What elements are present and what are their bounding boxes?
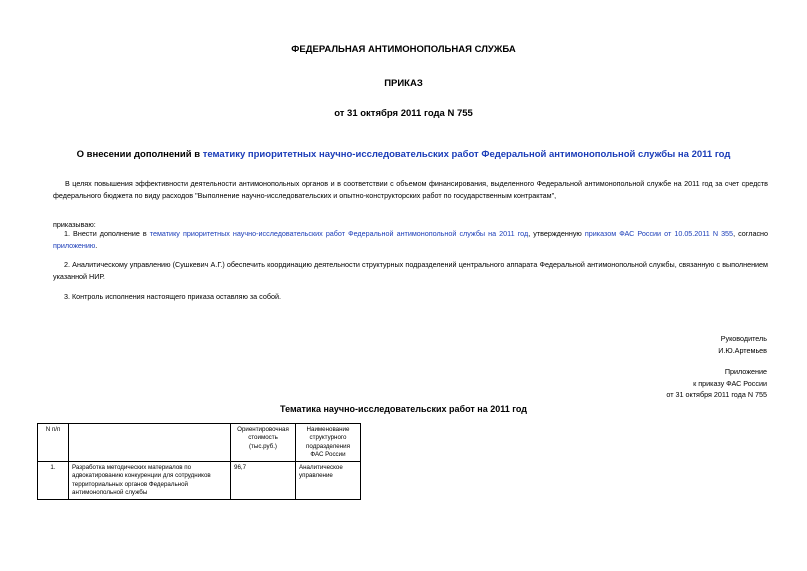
row-topic: Разработка методических материалов по адвокатированию конкуренции для сотрудников территориальных органов Федеральной антимонопольной службы xyxy=(69,462,231,500)
signature-block xyxy=(718,333,767,356)
preamble-paragraph: В целях повышения эффективности деятельности антимонопольных органов и в соответствии с объемом финансирования, выделенного Федеральной антимонопольной службе на 2011 год за счет средств федерального бюджета по виду расходов "Выполнение научно-исследовательских и опытно-конструкторских работ по государственным контрактам", xyxy=(53,179,768,200)
signature-role: Руководитель xyxy=(720,334,767,343)
subject-link[interactable]: тематику приоритетных научно-исследовательских работ Федеральной антимонопольной службы на 2011 год xyxy=(202,149,731,160)
item-2: 2. Аналитическому управлению (Сушкевич А.Г.) обеспечить координацию деятельности структурных подразделений центрального аппарата Федеральной антимонопольной службы, связанную с выполнением указанной НИР. xyxy=(53,260,768,281)
topics-table xyxy=(37,423,361,500)
appendix-reference: Приложение к приказу ФАС России от 31 октября 2011 года N 755 xyxy=(666,367,767,399)
header-cell xyxy=(69,424,231,462)
signature-name: И.Ю.Артемьев xyxy=(718,345,767,355)
item-1: 1. Внести дополнение в тематику приоритетных научно-исследовательских работ Федеральной антимонопольной службы на 2011 год, утвержденную приказом ФАС России от 10.05.2011 N 355, согласно приложению. xyxy=(53,229,769,250)
table-title: Тематика научно-исследовательских работ на 2011 год xyxy=(280,404,527,414)
item1-link-topics[interactable]: тематику приоритетных научно-исследовательских работ Федеральной антимонопольной службы на 2011 год xyxy=(149,229,529,238)
item1-link-appendix[interactable]: приложению xyxy=(53,240,96,250)
header-cell: Ориентировочная стоимость (тыс.руб.) xyxy=(231,424,296,462)
table-header-row xyxy=(38,424,361,462)
row-number: 1. xyxy=(38,462,69,500)
doc-type: ПРИКАЗ xyxy=(384,78,423,89)
doc-date: от 31 октября 2011 года N 755 xyxy=(334,108,473,119)
header-cell: N п/п xyxy=(38,424,69,462)
doc-subject xyxy=(0,149,807,160)
header-cell: Наименование структурного подразделения ФАС России xyxy=(296,424,361,462)
row-cost: 96,7 xyxy=(231,462,296,500)
item-3: 3. Контроль исполнения настоящего приказа оставляю за собой. xyxy=(64,292,281,301)
table-row xyxy=(38,462,361,500)
row-department: Аналитическое управление xyxy=(296,462,361,500)
order-word: приказываю: xyxy=(53,220,96,229)
subject-prefix: О внесении дополнений в xyxy=(76,149,203,160)
agency-title: ФЕДЕРАЛЬНАЯ АНТИМОНОПОЛЬНАЯ СЛУЖБА xyxy=(291,44,516,55)
item1-link-order[interactable]: приказом ФАС России от 10.05.2011 N 355 xyxy=(584,229,734,238)
